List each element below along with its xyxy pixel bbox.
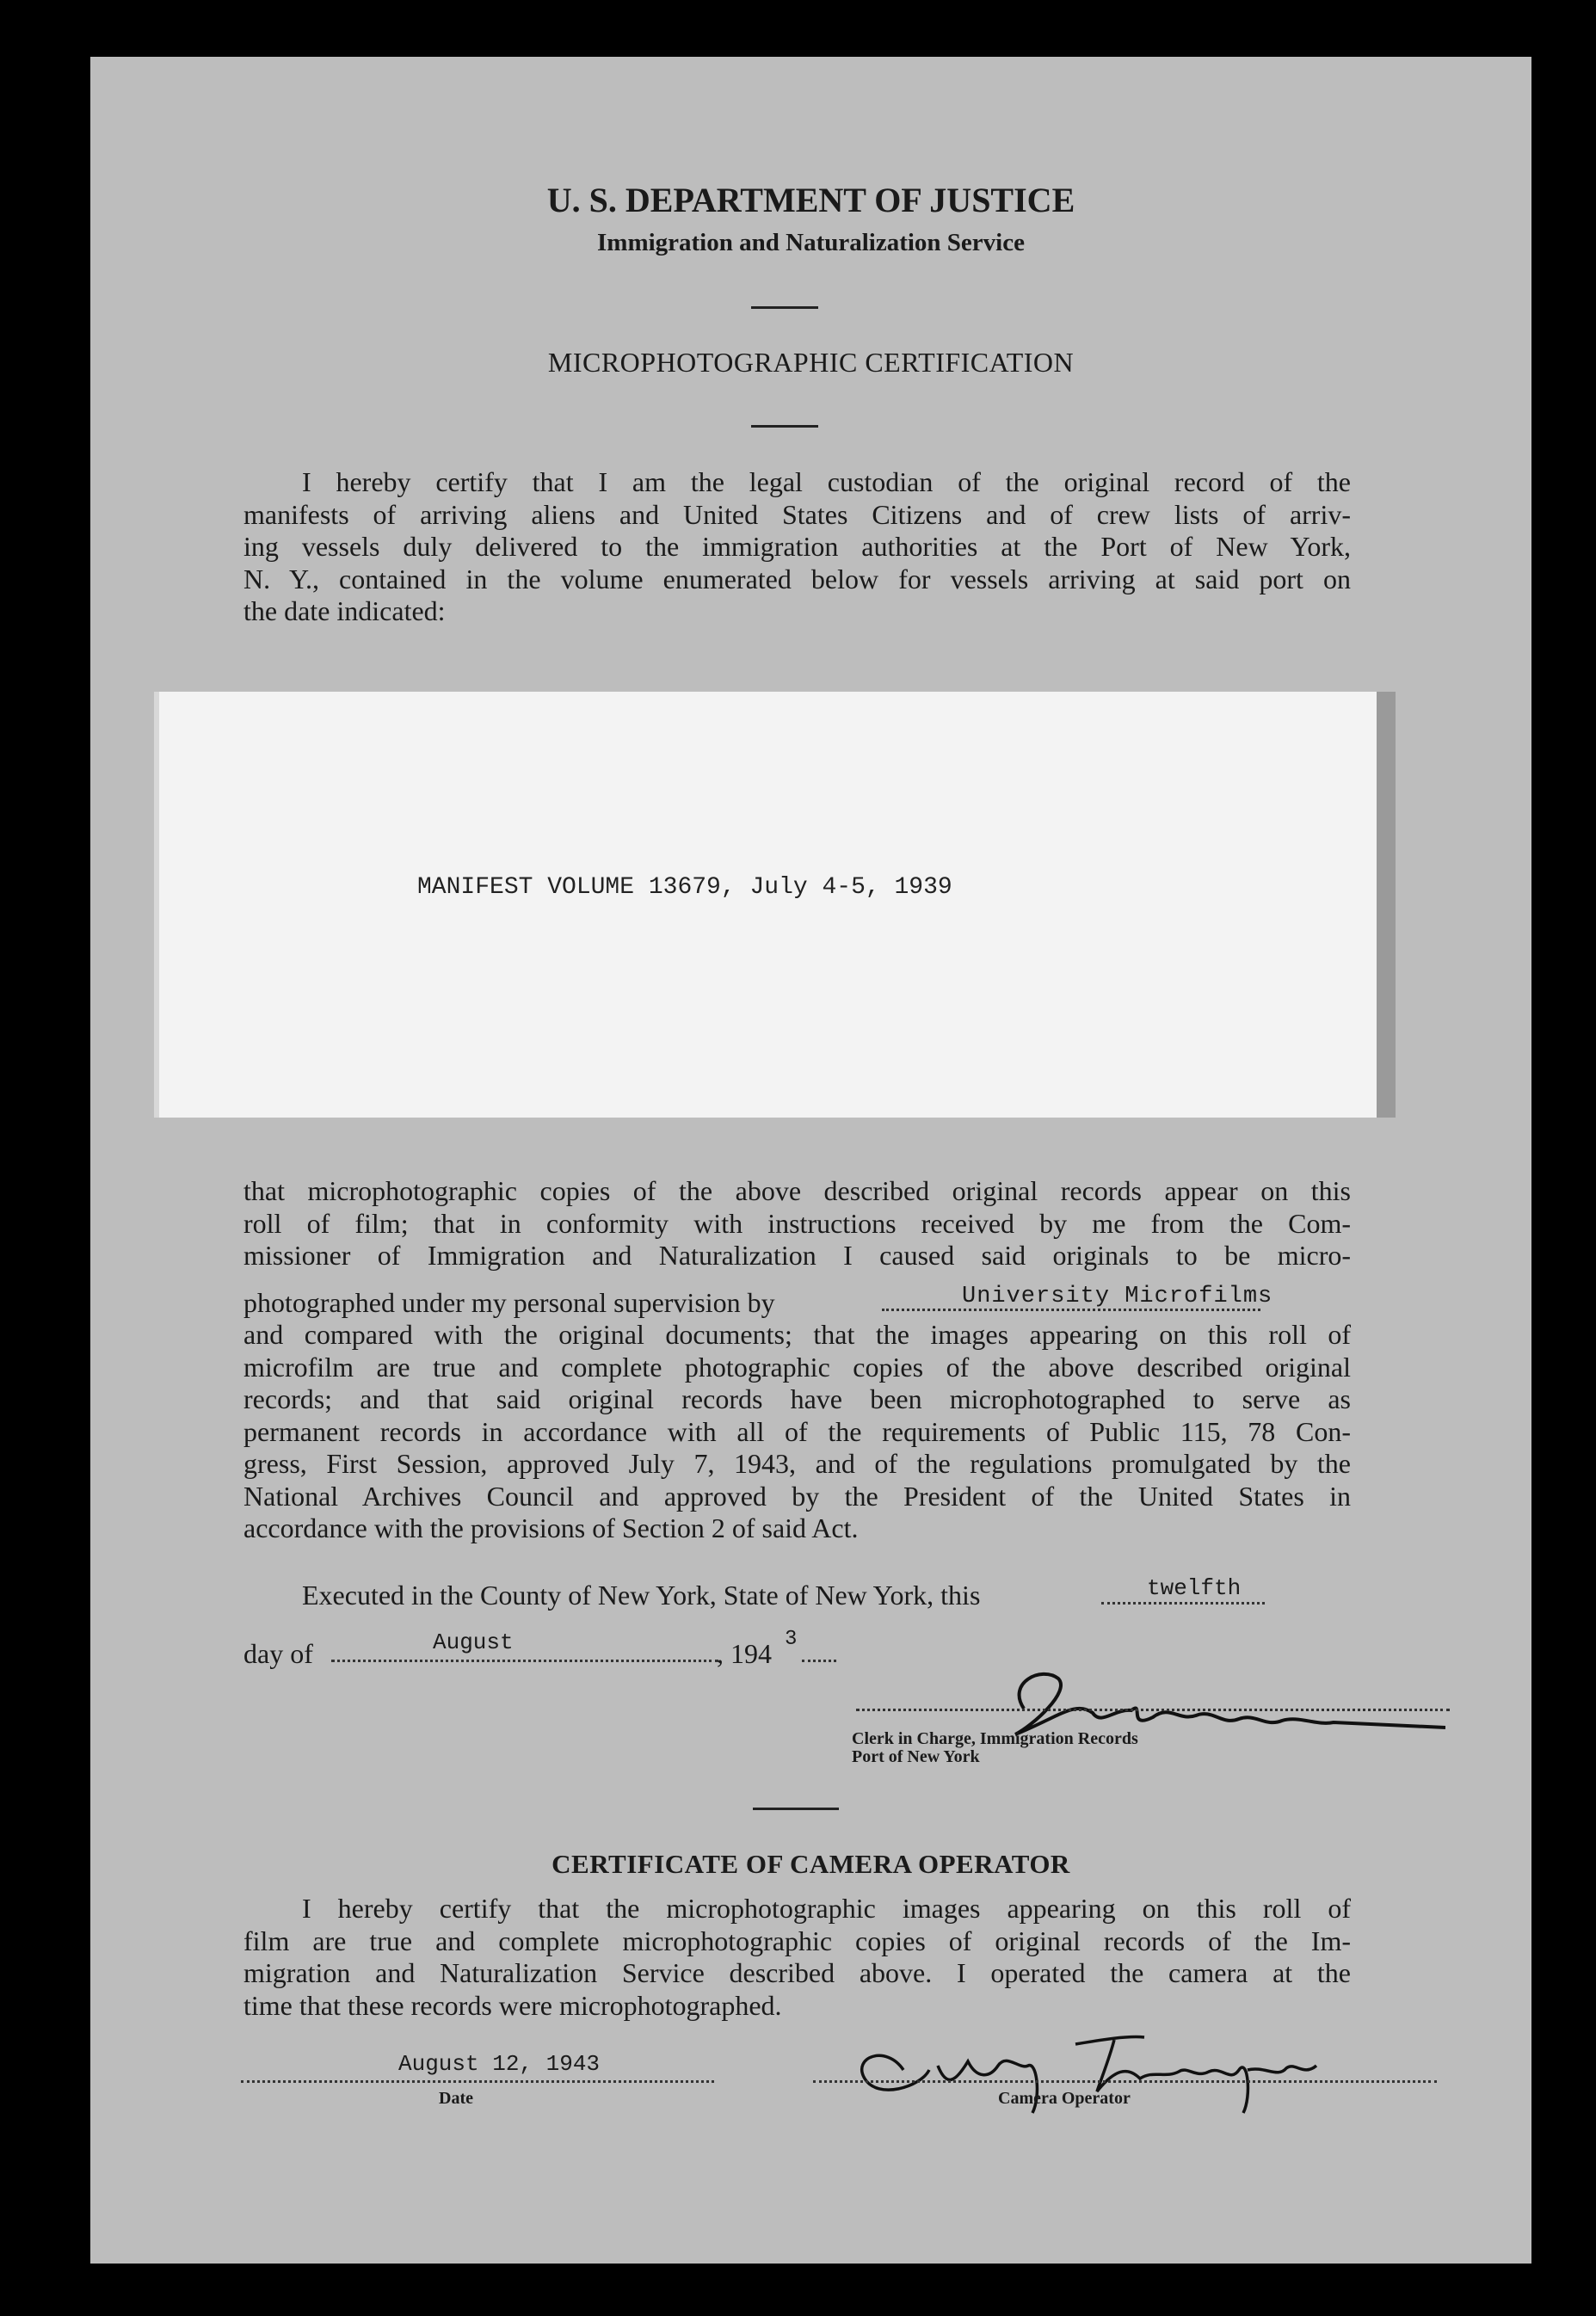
body-line: gress, First Session, approved July 7, 1943, and of the regulations promulgated by the xyxy=(243,1448,1351,1479)
service-subheading: Immigration and Naturalization Service xyxy=(597,229,1025,256)
executed-prefix: Executed in the County of New York, State of New York, this xyxy=(302,1580,981,1611)
department-heading: U. S. DEPARTMENT OF JUSTICE xyxy=(546,181,1075,219)
year-fill-line xyxy=(802,1660,836,1662)
camera-line: I hereby certify that the microphotographic images appearing on this roll of xyxy=(302,1893,1351,1924)
day-of-label: day of xyxy=(243,1638,313,1669)
month-fill-line xyxy=(331,1660,718,1662)
body-line: records; and that said original records have been microphotographed to serve as xyxy=(243,1383,1351,1414)
divider xyxy=(751,425,818,428)
camera-date-label: Date xyxy=(439,2089,473,2108)
camera-line: time that these records were microphotographed. xyxy=(243,1989,782,2021)
body-line: roll of film; that in conformity with instructions received by me from the Com- xyxy=(243,1207,1351,1239)
body-paragraph-b xyxy=(243,1319,1351,1545)
day-fill-line xyxy=(1101,1602,1265,1605)
body-line: microfilm are true and complete photographic copies of the above described original xyxy=(243,1351,1351,1383)
year-digit: 3 xyxy=(785,1628,798,1651)
intro-line: the date indicated: xyxy=(243,595,446,626)
body-line: permanent records in accordance with all of the requirements of Public 115, 78 Con- xyxy=(243,1415,1351,1447)
manifest-volume-text: MANIFEST VOLUME 13679, July 4-5, 1939 xyxy=(417,874,952,901)
day-value: twelfth xyxy=(1147,1575,1242,1601)
manifest-slip xyxy=(159,692,1377,1118)
clerk-title-line2: Port of New York xyxy=(852,1747,980,1766)
camera-date-value: August 12, 1943 xyxy=(398,2051,601,2077)
camera-operator-label: Camera Operator xyxy=(998,2089,1131,2108)
supervision-prefix: photographed under my personal supervision by xyxy=(243,1287,775,1318)
certification-title: MICROPHOTOGRAPHIC CERTIFICATION xyxy=(547,347,1075,378)
camera-date-line xyxy=(241,2080,714,2083)
clerk-signature-line xyxy=(856,1709,1450,1711)
divider xyxy=(753,1808,839,1810)
camera-certificate-title: CERTIFICATE OF CAMERA OPERATOR xyxy=(552,1849,1070,1879)
camera-operator-signature-line xyxy=(813,2080,1437,2083)
body-line: accordance with the provisions of Section 2 of said Act. xyxy=(243,1512,859,1543)
camera-line: film are true and complete microphotographic copies of original records of the Im- xyxy=(243,1925,1351,1956)
body-line: missioner of Immigration and Naturalization I caused said originals to be micro- xyxy=(243,1240,1351,1271)
body-line: National Archives Council and approved by the President of the United States in xyxy=(243,1480,1351,1512)
certificate-sheet xyxy=(90,57,1531,2264)
supervision-value: University Microfilms xyxy=(962,1284,1273,1309)
camera-paragraph xyxy=(243,1893,1351,2022)
intro-line: I hereby certify that I am the legal custodian of the original record of the xyxy=(302,466,1351,497)
divider xyxy=(751,306,818,309)
body-line: that microphotographic copies of the above described original records appear on this xyxy=(243,1175,1351,1206)
camera-line: migration and Naturalization Service described above. I operated the camera at the xyxy=(243,1957,1351,1988)
clerk-title-line1: Clerk in Charge, Immigration Records xyxy=(852,1729,1138,1748)
intro-line: N. Y., contained in the volume enumerated below for vessels arriving at said port on xyxy=(243,563,1351,594)
body-paragraph-a xyxy=(243,1175,1351,1272)
intro-line: ing vessels duly delivered to the immigration authorities at the Port of New York, xyxy=(243,531,1351,562)
intro-line: manifests of arriving aliens and United States Citizens and of crew lists of arriv- xyxy=(243,498,1351,530)
year-prefix: , 194 xyxy=(717,1638,772,1669)
body-line: and compared with the original documents; that the images appearing on this roll of xyxy=(243,1319,1351,1350)
month-value: August xyxy=(433,1629,514,1655)
intro-paragraph xyxy=(243,466,1351,628)
